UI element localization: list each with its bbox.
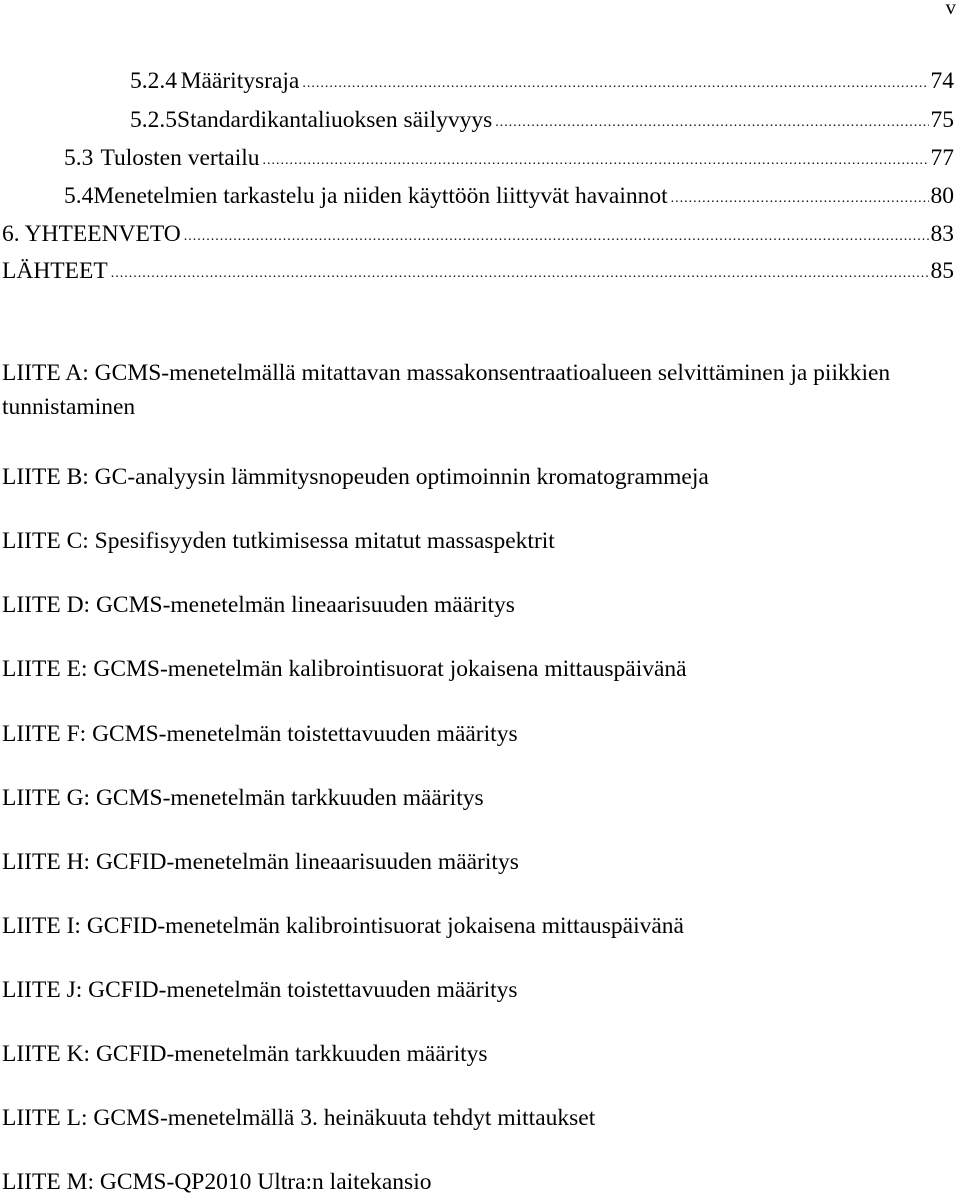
appendix-item: LIITE K: GCFID-menetelmän tarkkuuden määritys: [2, 1041, 488, 1067]
appendix-item: LIITE G: GCMS-menetelmän tarkkuuden määritys: [2, 785, 484, 811]
toc-entry-number: 5.2.4: [130, 68, 177, 94]
appendix-item: LIITE I: GCFID-menetelmän kalibrointisuorat jokaisena mittauspäivänä: [2, 913, 684, 939]
appendix-item: LIITE C: Spesifisyyden tutkimisessa mitatut massaspektrit: [2, 528, 555, 554]
toc-entry-number: 5.4: [64, 183, 94, 209]
appendix-item: LIITE M: GCMS-QP2010 Ultra:n laitekansio: [2, 1169, 432, 1195]
appendix-item: LIITE J: GCFID-menetelmän toistettavuuden määritys: [2, 977, 518, 1003]
toc-leader-dots: [302, 77, 928, 91]
toc-entry: [64, 147, 954, 177]
toc-entry-title: YHTEENVETO: [24, 221, 181, 247]
toc-entry-title: LÄHTEET: [2, 258, 108, 284]
toc-entry: [2, 260, 954, 290]
toc-entry-number: 5.3: [64, 145, 94, 171]
toc-leader-dots: [263, 154, 929, 168]
toc-entry: [64, 185, 954, 215]
toc-entry-number: 5.2.5: [130, 107, 177, 133]
appendix-item: LIITE H: GCFID-menetelmän lineaarisuuden määritys: [2, 849, 519, 875]
toc-entry-title: Määritysraja: [180, 68, 300, 94]
appendix-item: LIITE B: GC-analyysin lämmitysnopeuden optimoinnin kromatogrammeja: [2, 464, 709, 490]
toc-entry-title: Menetelmien tarkastelu ja niiden käyttöön liittyvät havainnot: [93, 183, 668, 209]
toc-leader-dots: [184, 230, 929, 244]
toc-entry-page: 75: [930, 107, 954, 133]
toc-entry-title: Standardikantaliuoksen säilyvyys: [177, 107, 493, 133]
toc-leader-dots: [671, 192, 929, 206]
toc-entry-number: 6.: [2, 221, 20, 247]
appendix-item: LIITE L: GCMS-menetelmällä 3. heinäkuuta tehdyt mittaukset: [2, 1105, 596, 1131]
toc-entry-page: 85: [930, 258, 954, 284]
toc-entry: [130, 109, 954, 139]
toc-entry-page: 77: [930, 145, 954, 171]
appendix-item: LIITE A: GCMS-menetelmällä mitattavan massakonsentraatioalueen selvittäminen ja piikkien tunnistaminen: [2, 360, 891, 420]
toc-leader-dots: [111, 267, 929, 281]
appendix-item: LIITE F: GCMS-menetelmän toistettavuuden määritys: [2, 721, 518, 747]
toc-entry-page: 80: [930, 183, 954, 209]
toc-entry-page: 74: [930, 68, 954, 94]
toc-leader-dots: [495, 116, 928, 130]
toc-entry-page: 83: [930, 221, 954, 247]
toc-entry: [2, 223, 954, 253]
appendix-item: LIITE D: GCMS-menetelmän lineaarisuuden määritys: [2, 592, 515, 618]
appendix-item: LIITE E: GCMS-menetelmän kalibrointisuorat jokaisena mittauspäivänä: [2, 656, 687, 682]
page-number: v: [945, 0, 956, 19]
toc-entry-title: Tulosten vertailu: [100, 145, 260, 171]
toc-entry: [130, 70, 954, 100]
